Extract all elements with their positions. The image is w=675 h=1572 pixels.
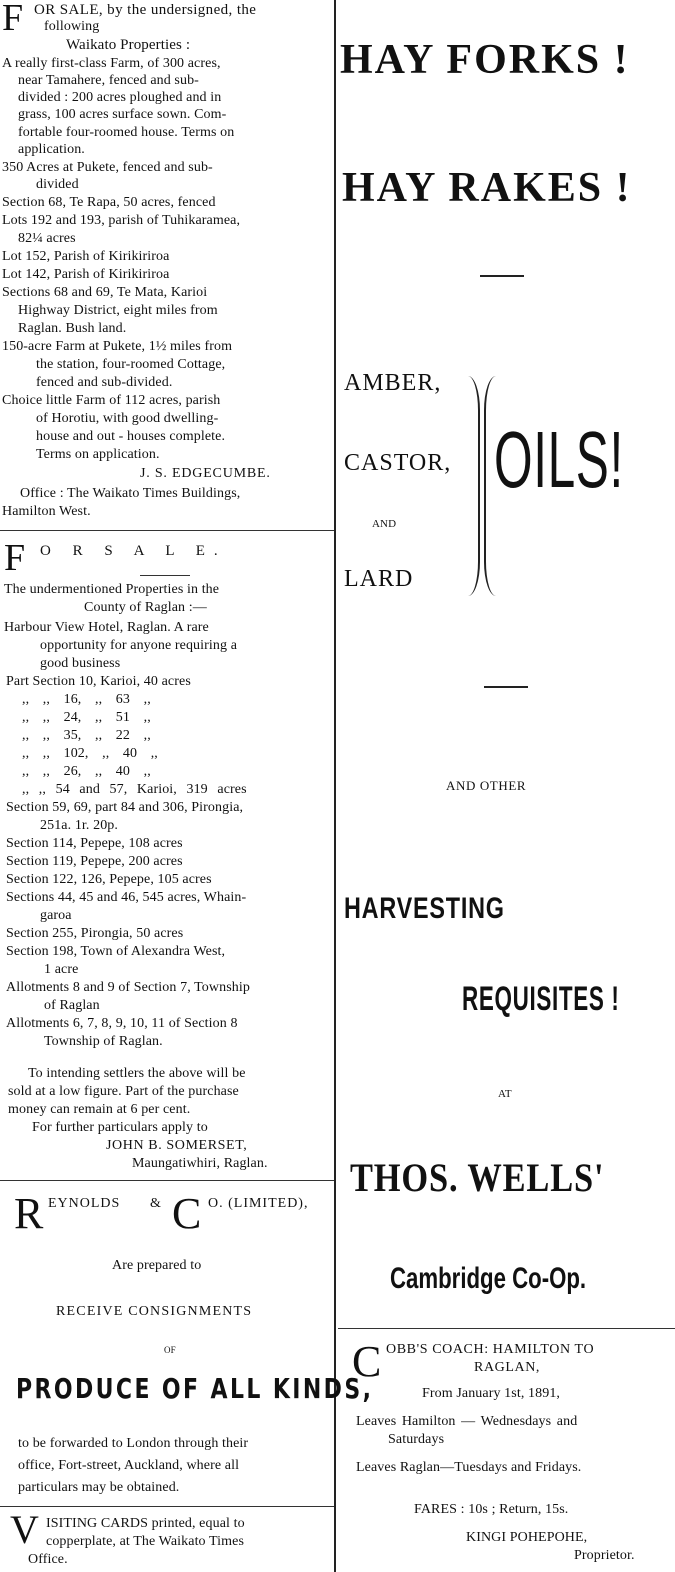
ad-line: Are prepared to <box>112 1258 202 1273</box>
ampersand: & <box>150 1196 161 1211</box>
ad-line: ,, ,, 54 and 57, Karioi, 319 acres <box>22 782 247 797</box>
ad-line: application. <box>18 142 85 157</box>
cambridge-heading: Cambridge Co-Op. <box>390 1262 587 1295</box>
drop-cap: R <box>14 1189 44 1238</box>
oils-heading: OILS! <box>494 415 624 504</box>
ad-divider <box>0 1180 334 1181</box>
ad-line: opportunity for anyone requiring a <box>40 638 238 653</box>
ad-line: garoa <box>40 908 72 923</box>
ad-line: money can remain at 6 per cent. <box>8 1102 191 1117</box>
ad-line: Saturdays <box>388 1432 445 1447</box>
ad-signature: KINGI POHEPOHE, <box>466 1530 588 1545</box>
hay-rakes-heading: HAY RAKES ! <box>342 165 632 211</box>
ad-line: of Horotiu, with good dwelling- <box>36 411 219 426</box>
ad-line: particulars may be obtained. <box>18 1480 180 1495</box>
ad-line: Lot 142, Parish of Kirikiriroa <box>2 267 170 282</box>
ad-divider <box>0 530 334 531</box>
ad-line: The undermentioned Properties in the <box>4 582 220 597</box>
ad-line: Maungatiwhiri, Raglan. <box>132 1156 268 1171</box>
ad-line: To intending settlers the above will be <box>28 1066 246 1081</box>
ad-line: fenced and sub-divided. <box>36 375 173 390</box>
right-column <box>338 0 675 1572</box>
ad-line: to be forwarded to London through their <box>18 1436 249 1451</box>
ad-line: Proprietor. <box>574 1548 635 1563</box>
column-divider <box>334 0 336 1572</box>
ad-line: County of Raglan :— <box>84 600 207 615</box>
short-rule <box>480 275 524 277</box>
ad-heading: O R S A L E. <box>40 543 227 559</box>
drop-cap: V <box>10 1507 39 1552</box>
ad-line: A really first-class Farm, of 300 acres, <box>2 56 221 71</box>
ad-divider <box>0 1506 334 1507</box>
oil-item-castor: CASTOR, <box>344 450 452 476</box>
requisites-heading: REQUISITES ! <box>462 980 620 1018</box>
ad-line: good business <box>40 656 121 671</box>
ad-line: Leaves Raglan—Tuesdays and Fridays. <box>356 1460 582 1475</box>
produce-heading: PRODUCE OF ALL KINDS, <box>16 1374 374 1406</box>
ad-line: Part Section 10, Karioi, 40 acres <box>6 674 191 689</box>
ad-line: 251a. 1r. 20p. <box>40 818 119 833</box>
ad-line: house and out - houses complete. <box>36 429 226 444</box>
and-other-text: AND OTHER <box>446 778 527 793</box>
drop-cap: F <box>4 537 26 579</box>
ad-line: divided : 200 acres ploughed and in <box>18 90 222 105</box>
ad-line: Harbour View Hotel, Raglan. A rare <box>4 620 209 635</box>
short-rule <box>484 686 528 688</box>
brace-bracket <box>468 376 480 596</box>
ad-line: Section 59, 69, part 84 and 306, Pirongia, <box>6 800 244 815</box>
ad-line: For further particulars apply to <box>32 1120 208 1135</box>
at-text: AT <box>498 1088 512 1100</box>
oil-item-lard: LARD <box>344 566 414 592</box>
ad-line: ,, ,, 16, ,, 63 ,, <box>22 692 151 707</box>
ad-line: Choice little Farm of 112 acres, parish <box>2 393 221 408</box>
ad-line: ,, ,, 102, ,, 40 ,, <box>22 746 158 761</box>
ad-line: Office : The Waikato Times Buildings, <box>20 486 241 501</box>
ad-line: FARES : 10s ; Return, 15s. <box>414 1502 569 1517</box>
ad-line: Allotments 6, 7, 8, 9, 10, 11 of Section 8 <box>6 1016 238 1031</box>
harvesting-heading: HARVESTING <box>344 892 505 925</box>
ad-line: RECEIVE CONSIGNMENTS <box>56 1304 253 1319</box>
ad-line: grass, 100 acres surface sown. Com- <box>18 107 227 122</box>
drop-cap: C <box>352 1337 382 1386</box>
ad-line: near Tamahere, fenced and sub- <box>18 73 199 88</box>
thos-wells-heading: THOS. WELLS' <box>350 1155 605 1200</box>
ad-line: 1 acre <box>44 962 79 977</box>
ad-line: Lot 152, Parish of Kirikiriroa <box>2 249 170 264</box>
ad-line: Allotments 8 and 9 of Section 7, Township <box>6 980 250 995</box>
drop-cap: C <box>172 1189 202 1238</box>
ad-line: Sections 68 and 69, Te Mata, Karioi <box>2 285 208 300</box>
ad-line: Township of Raglan. <box>44 1034 163 1049</box>
ad-line: sold at a low figure. Part of the purchase <box>8 1084 239 1099</box>
ad-line: office, Fort-street, Auckland, where all <box>18 1458 240 1473</box>
company-name: EYNOLDS <box>48 1196 121 1211</box>
drop-cap: F <box>2 0 24 39</box>
ad-line: Hamilton West. <box>2 504 91 519</box>
company-suffix: O. (LIMITED), <box>208 1196 309 1211</box>
oil-item-amber: AMBER, <box>344 370 442 396</box>
ad-line: Section 198, Town of Alexandra West, <box>6 944 226 959</box>
hay-forks-heading: HAY FORKS ! <box>340 37 630 83</box>
ad-signature: JOHN B. SOMERSET, <box>106 1138 248 1153</box>
ad-line: Terms on application. <box>36 447 160 462</box>
ad-line: OBB'S COACH: HAMILTON TO <box>386 1342 595 1357</box>
ad-line: From January 1st, 1891, <box>422 1386 561 1401</box>
ad-line: 82¼ acres <box>18 231 76 246</box>
ad-line: Section 114, Pepepe, 108 acres <box>6 836 183 851</box>
ad-line: OF <box>164 1345 176 1355</box>
ad-line: 150-acre Farm at Pukete, 1½ miles from <box>2 339 233 354</box>
ad-line: Sections 44, 45 and 46, 545 acres, Whain- <box>6 890 247 905</box>
ad-line: RAGLAN, <box>474 1360 541 1375</box>
ad-line: Raglan. Bush land. <box>18 321 127 336</box>
ad-line: Office. <box>28 1552 68 1567</box>
ad-line: the station, four-roomed Cottage, <box>36 357 226 372</box>
ad-line: fortable four-roomed house. Terms on <box>18 125 235 140</box>
ornament-rule <box>140 575 190 576</box>
ad-signature: J. S. EDGECUMBE. <box>140 466 271 481</box>
ad-line: ,, ,, 26, ,, 40 ,, <box>22 764 151 779</box>
ad-line: ISITING CARDS printed, equal to <box>46 1516 245 1531</box>
ad-line: divided <box>36 177 79 192</box>
ad-line: of Raglan <box>44 998 100 1013</box>
ad-line: Lots 192 and 193, parish of Tuhikaramea, <box>2 213 241 228</box>
ad-line: Section 68, Te Rapa, 50 acres, fenced <box>2 195 216 210</box>
ad-line: Highway District, eight miles from <box>18 303 218 318</box>
ad-line: Section 119, Pepepe, 200 acres <box>6 854 183 869</box>
ad-line: following <box>44 19 100 34</box>
ad-line: ,, ,, 24, ,, 51 ,, <box>22 710 151 725</box>
ad-line: copperplate, at The Waikato Times <box>46 1534 245 1549</box>
ad-line: Leaves Hamilton — Wednesdays and <box>356 1414 578 1429</box>
ad-line: ,, ,, 35, ,, 22 ,, <box>22 728 151 743</box>
oil-item-and: AND <box>372 518 397 530</box>
ad-divider <box>338 1328 675 1329</box>
ad-line: 350 Acres at Pukete, fenced and sub- <box>2 160 213 175</box>
ad-line: Section 255, Pirongia, 50 acres <box>6 926 184 941</box>
ad-line: OR SALE, by the undersigned, the <box>34 2 257 18</box>
ad-line: Waikato Properties : <box>66 37 191 53</box>
ad-line: Section 122, 126, Pepepe, 105 acres <box>6 872 212 887</box>
